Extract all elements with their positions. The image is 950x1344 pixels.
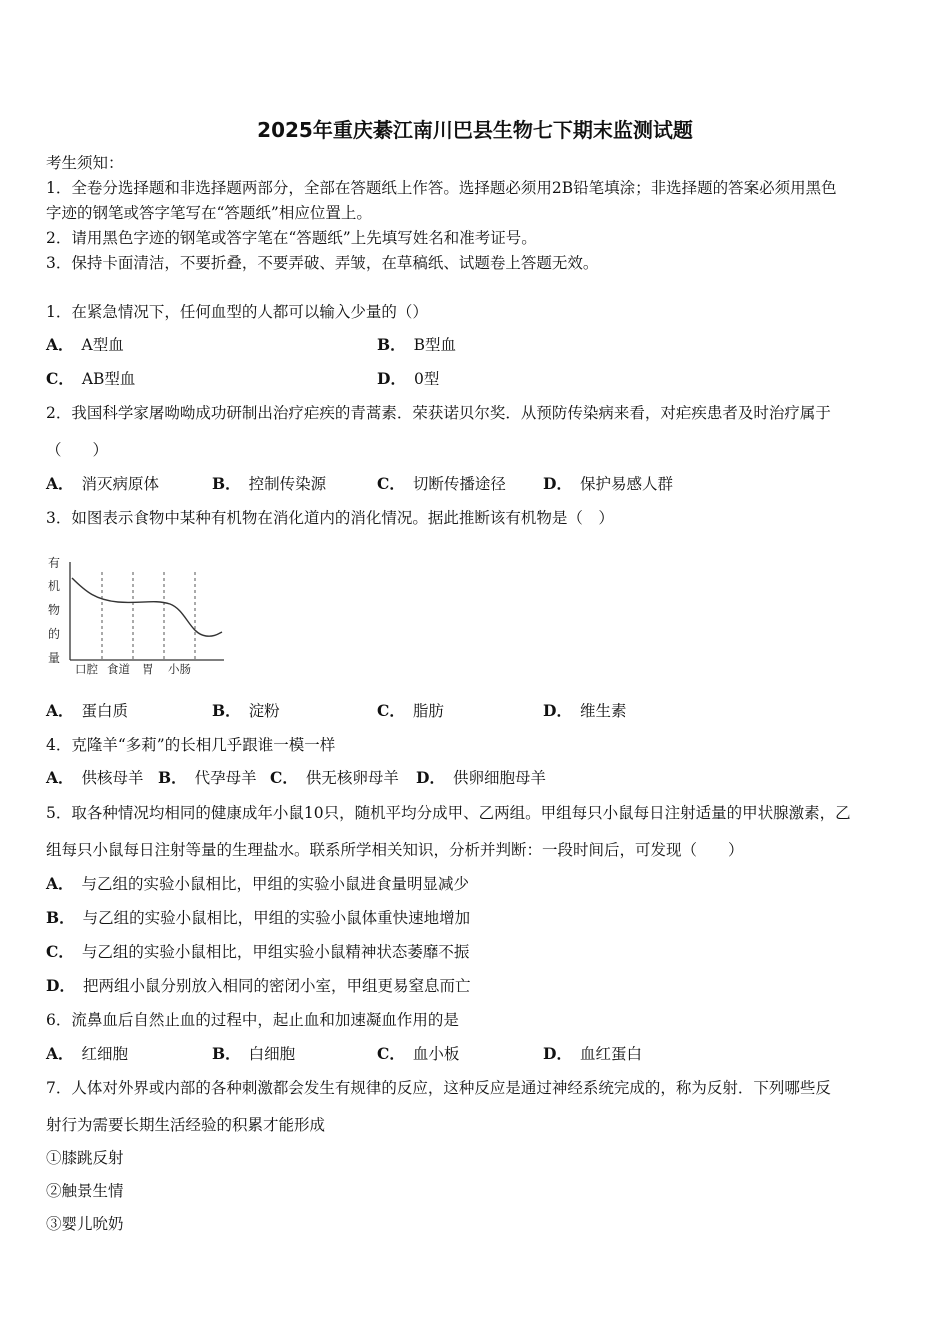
digestion-chart <box>44 552 234 676</box>
option-d: D． 0型 <box>377 369 440 388</box>
option-d: D． 供卵细胞母羊 <box>416 768 546 787</box>
list-item: ③婴儿吮奶 <box>46 1215 124 1233</box>
page-title: 2025年重庆綦江南川巴县生物七下期末监测试题 <box>257 118 693 142</box>
option-a: A． 蛋白质 <box>46 701 129 720</box>
option-a: A． 与乙组的实验小鼠相比，甲组的实验小鼠进食量明显减少 <box>46 874 470 893</box>
list-item: ①膝跳反射 <box>46 1149 124 1167</box>
option-b: B． 控制传染源 <box>212 474 327 493</box>
option-d: D． 保护易感人群 <box>543 474 673 493</box>
question-stem: 5．取各种情况均相同的健康成年小鼠10只，随机平均分成甲、乙两组。甲组每只小鼠每日注射适量的甲状腺激素，乙 <box>46 804 851 822</box>
option-c: C． AB型血 <box>46 369 136 388</box>
question-stem: 3．如图表示食物中某种有机物在消化道内的消化情况。据此推断该有机物是（ ） <box>46 509 614 527</box>
x-tick-label: 小肠 <box>168 662 191 676</box>
question-stem: 6．流鼻血后自然止血的过程中，起止血和加速凝血作用的是 <box>46 1011 459 1029</box>
option-a: A． 供核母羊 <box>46 768 144 787</box>
question-stem: 4．克隆羊“多莉”的长相几乎跟谁一模一样 <box>46 736 336 754</box>
question-stem: 2．我国科学家屠呦呦成功研制出治疗疟疾的青蒿素．荣获诺贝尔奖．从预防传染病来看，对疟疾患者及时治疗属于 <box>46 404 831 422</box>
y-label-char: 物 <box>48 603 61 617</box>
option-d: D． 把两组小鼠分别放入相同的密闭小室，甲组更易窒息而亡 <box>46 976 471 995</box>
x-tick-label: 胃 <box>142 662 154 676</box>
y-axis-label <box>48 556 60 665</box>
y-label-char: 量 <box>48 651 61 665</box>
option-a: A． A型血 <box>46 335 124 354</box>
series-line <box>72 578 222 636</box>
notice-line: 字迹的钢笔或答字笔写在“答题纸”相应位置上。 <box>46 204 372 222</box>
option-a: A． 红细胞 <box>46 1044 129 1063</box>
question-stem: （ ） <box>46 441 109 459</box>
notice-line: 1．全卷分选择题和非选择题两部分，全部在答题纸上作答。选择题必须用2B铅笔填涂；非选择题的答案必须用黑色 <box>46 179 837 197</box>
question-stem: 7．人体对外界或内部的各种刺激都会发生有规律的反应，这种反应是通过神经系统完成的，称为反射．下列哪些反 <box>46 1079 831 1097</box>
option-b: B． 代孕母羊 <box>158 768 257 787</box>
question-stem: 1．在紧急情况下，任何血型的人都可以输入少量的（） <box>46 303 428 321</box>
option-b: B． 白细胞 <box>212 1044 296 1063</box>
list-item: ②触景生情 <box>46 1182 124 1200</box>
option-d: D． 血红蛋白 <box>543 1044 642 1063</box>
y-label-char: 有 <box>48 556 61 570</box>
option-d: D． 维生素 <box>543 701 627 720</box>
y-label-char: 机 <box>48 579 61 593</box>
option-c: C． 与乙组的实验小鼠相比，甲组实验小鼠精神状态萎靡不振 <box>46 942 470 961</box>
y-label-char: 的 <box>48 627 61 641</box>
notice-line: 3．保持卡面清洁，不要折叠，不要弄破、弄皱，在草稿纸、试题卷上答题无效。 <box>46 254 599 272</box>
option-c: C． 切断传播途径 <box>377 474 506 493</box>
notice-heading: 考生须知： <box>46 154 124 172</box>
option-b: B． 淀粉 <box>212 701 280 720</box>
x-tick-label: 口腔 <box>75 662 98 676</box>
option-b: B． B型血 <box>377 335 456 354</box>
option-a: A． 消灭病原体 <box>46 474 160 493</box>
option-c: C． 血小板 <box>377 1044 460 1063</box>
question-stem: 射行为需要长期生活经验的积累才能形成 <box>46 1116 326 1134</box>
option-c: C． 供无核卵母羊 <box>270 768 399 787</box>
question-stem: 组每只小鼠每日注射等量的生理盐水。联系所学相关知识，分析并判断：一段时间后，可发现（ ） <box>46 841 744 859</box>
x-tick-label: 食道 <box>107 662 130 676</box>
option-b: B． 与乙组的实验小鼠相比，甲组的实验小鼠体重快速地增加 <box>46 908 471 927</box>
option-c: C． 脂肪 <box>377 701 444 720</box>
notice-line: 2．请用黑色字迹的钢笔或答字笔在“答题纸”上先填写姓名和准考证号。 <box>46 229 537 247</box>
